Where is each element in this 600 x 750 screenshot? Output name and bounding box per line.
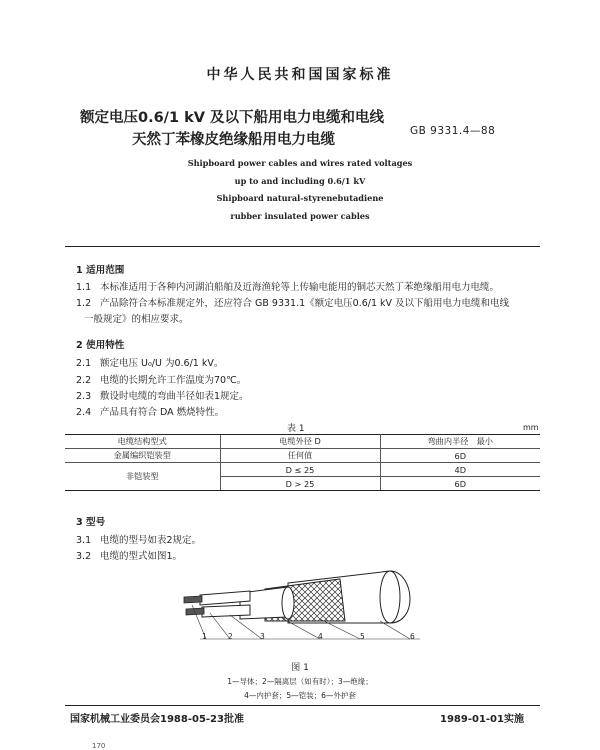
para-text: 额定电压 U₀/U 为0.6/1 kV。 [100, 358, 224, 369]
para-number: 1.2 [76, 298, 92, 309]
fig-label-6: 6 [410, 632, 415, 641]
para-text: 本标准适用于各种内河湖泊船舶及近海渔轮等上传输电能用的铜芯天然丁苯绝缘船用电力电缆。 [100, 282, 500, 293]
table-cell: 金属编织铠装型 [65, 449, 220, 463]
table-cell: 6D [380, 477, 540, 491]
table-header-cell: 电缆外径 D [220, 435, 380, 449]
title-en-line3: Shipboard natural-styrenebutadiene [216, 193, 384, 203]
table-caption: 表 1 [287, 424, 305, 434]
para-text: 电缆的型号如表2规定。 [100, 535, 202, 546]
figure-legend-line1: 1—导体；2—隔离层（如有时）；3—绝缘； [227, 677, 373, 686]
page-number: 170 [92, 742, 106, 750]
standard-code: GB 9331.4—88 [410, 125, 496, 137]
leader-line [380, 621, 410, 639]
para-number: 1.1 [76, 282, 92, 293]
table-cell: 任何值 [220, 449, 380, 463]
fig-label-2: 2 [228, 632, 233, 641]
figure-caption: 图 1 [291, 663, 309, 673]
table-1 [65, 434, 540, 491]
para-number: 2.3 [76, 391, 92, 402]
header-divider [65, 246, 540, 247]
table-header-row [65, 435, 540, 449]
fig-label-5: 5 [360, 632, 365, 641]
fig-label-1: 1 [202, 632, 207, 641]
table-row [65, 449, 540, 463]
table-header-cell: 弯曲内半径 最小 [380, 435, 540, 449]
table-cell: 6D [380, 449, 540, 463]
title-en-line2: up to and including 0.6/1 kV [234, 176, 366, 186]
section-1-title: 1 适用范围 [76, 265, 125, 276]
fig-label-3: 3 [260, 632, 265, 641]
issued-by: 国家机械工业委员会1988-05-23批准 [70, 714, 244, 725]
table-cell: D > 25 [220, 477, 380, 491]
footer-divider [65, 705, 540, 706]
title-cn-line2: 天然丁苯橡皮绝缘船用电力电缆 [132, 132, 335, 148]
table-unit: mm [523, 423, 539, 432]
table-cell: 非铠装型 [65, 463, 220, 491]
inner-sheath-end [282, 587, 294, 619]
para-number: 3.2 [76, 551, 92, 562]
section-3-title: 3 型号 [76, 517, 106, 528]
effective-date: 1989-01-01实施 [440, 714, 524, 725]
insulated-core-lower [202, 605, 250, 617]
section-2-title: 2 使用特性 [76, 340, 125, 351]
table-cell: D ≤ 25 [220, 463, 380, 477]
leader-line [210, 613, 230, 639]
fig-label-4: 4 [318, 632, 323, 641]
para-number: 2.4 [76, 407, 92, 418]
table-cell: 4D [380, 463, 540, 477]
table-header-cell: 电缆结构型式 [65, 435, 220, 449]
para-text: 电缆的型式如图1。 [100, 551, 183, 562]
para-number: 2.2 [76, 375, 92, 386]
national-standard-heading: 中华人民共和国国家标准 [206, 67, 394, 83]
title-en-line4: rubber insulated power cables [230, 211, 370, 221]
para-1-2-cont: 一般规定》的相应要求。 [84, 314, 189, 325]
table-row [65, 463, 540, 477]
figure-legend-line2: 4—内护套；5—铠装；6—外护套 [244, 691, 356, 700]
conductor-upper [184, 596, 202, 603]
para-number: 2.1 [76, 358, 92, 369]
outer-sheath-end [380, 571, 400, 623]
para-text: 产品具有符合 DA 燃烧特性。 [100, 407, 225, 418]
para-text: 电缆的长期允许工作温度为70℃。 [100, 375, 247, 386]
cable-structure-diagram [170, 565, 440, 655]
title-en-line1: Shipboard power cables and wires rated voltages [187, 158, 413, 168]
para-text: 产品除符合本标准规定外，还应符合 GB 9331.1《额定电压0.6/1 kV 及以下船用电力电缆和电线 [100, 298, 510, 309]
para-text: 敷设时电缆的弯曲半径如表1规定。 [100, 391, 249, 402]
title-cn-line1: 额定电压0.6/1 kV 及以下船用电力电缆和电线 [80, 110, 385, 126]
para-number: 3.1 [76, 535, 92, 546]
